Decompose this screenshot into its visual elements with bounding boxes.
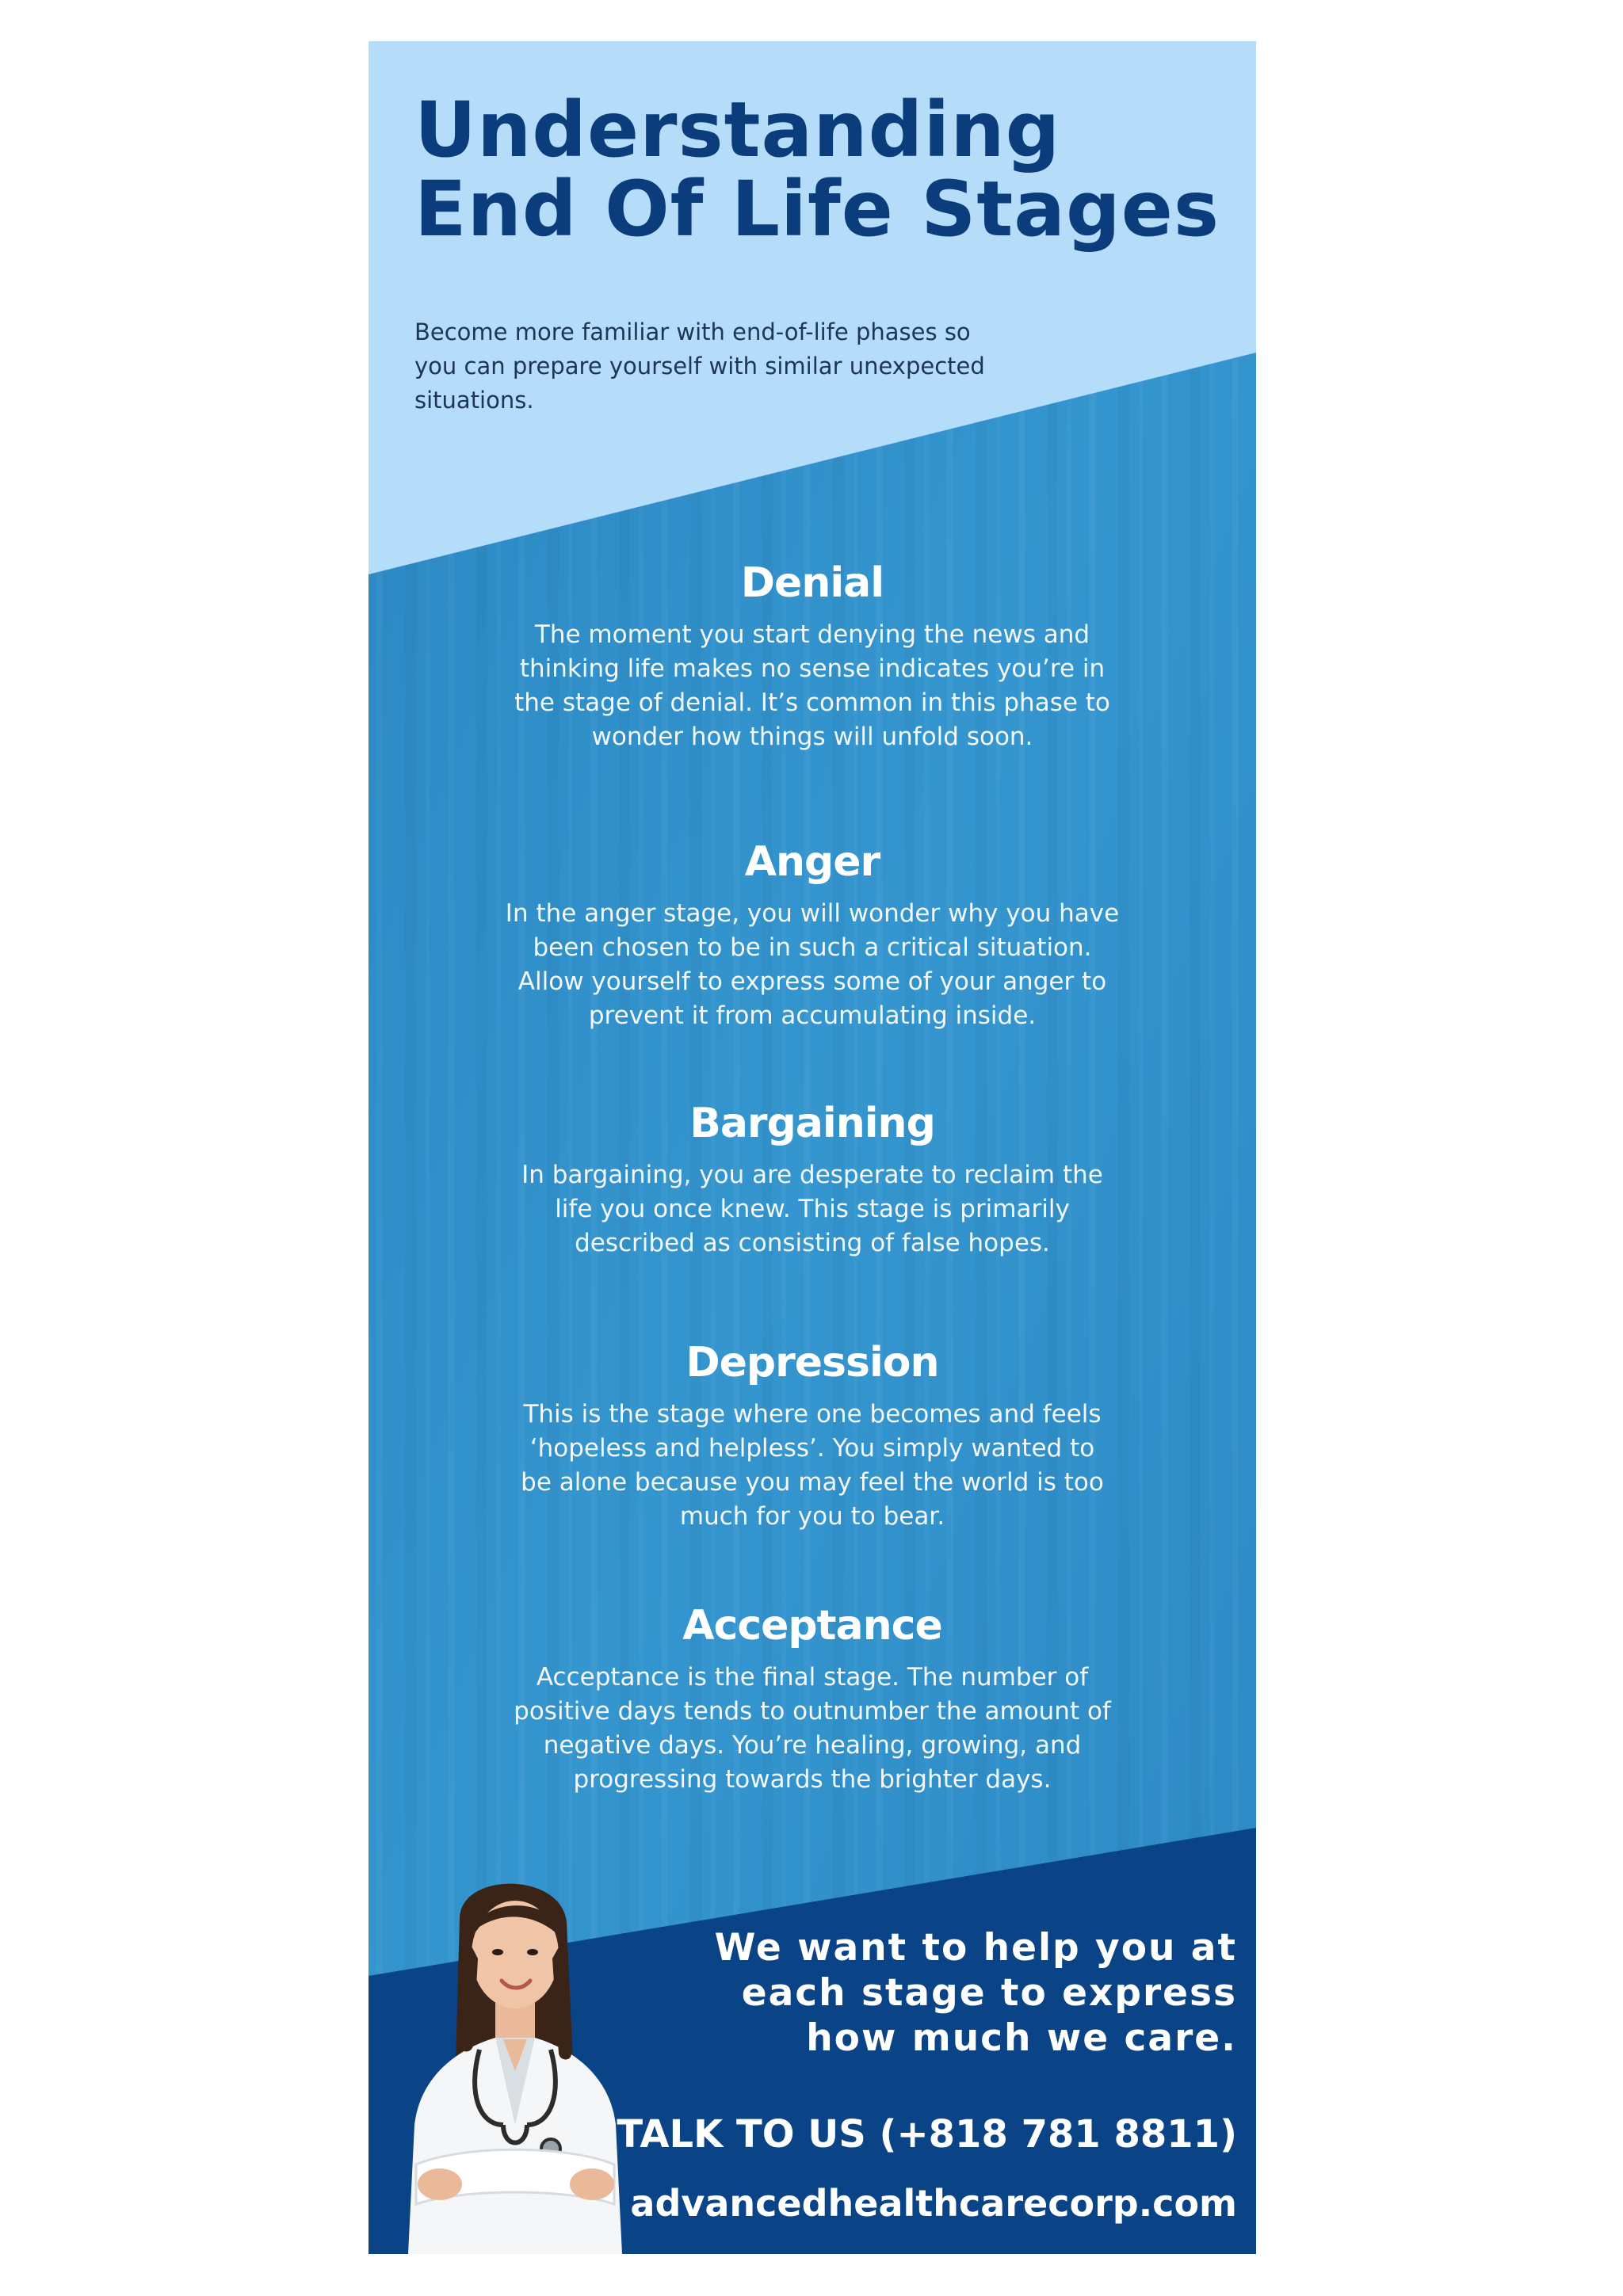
stage-line: the stage of denial. It’s common in this phase to (514, 688, 1110, 717)
stage-line: been chosen to be in such a critical situation. (533, 933, 1092, 962)
stage-description (487, 1661, 1137, 1797)
title-line-1: Understanding (414, 86, 1061, 174)
stage-description (487, 1398, 1137, 1534)
intro-line-2: you can prepare yourself with similar unexpected (414, 353, 985, 379)
title-line-2: End Of Life Stages (414, 165, 1220, 254)
website-link[interactable]: advancedhealthcarecorp.com (630, 2182, 1237, 2225)
intro-line-1: Become more familiar with end-of-life phases so (414, 318, 971, 345)
stage-line: life you once knew. This stage is primarily (555, 1195, 1070, 1223)
stage-title: Acceptance (682, 1602, 942, 1650)
stage-line: Allow yourself to express some of your anger to (517, 967, 1107, 996)
intro-line-3: situations. (414, 387, 534, 414)
stage-anger (487, 837, 1137, 1033)
stage-line: progressing towards the brighter days. (573, 1765, 1052, 1794)
stage-line: much for you to bear. (679, 1502, 945, 1531)
stage-line: Acceptance is the final stage. The number of (536, 1663, 1089, 1691)
page-title (414, 86, 1239, 254)
stage-line: prevent it from accumulating inside. (588, 1001, 1037, 1030)
stage-line: This is the stage where one becomes and feels (523, 1400, 1102, 1428)
infographic-poster (369, 41, 1256, 2254)
stage-title: Anger (744, 838, 880, 886)
stage-denial (487, 558, 1137, 754)
stage-bargaining (487, 1098, 1137, 1261)
cta-line-2: each stage to express (741, 1971, 1237, 2015)
stage-title: Depression (685, 1339, 939, 1386)
stage-line: be alone because you may feel the world is too (521, 1468, 1104, 1497)
phone-contact[interactable]: TALK TO US (+818 781 8811) (617, 2112, 1237, 2157)
cta-line-1: We want to help you at (714, 1926, 1237, 1970)
stage-line: negative days. You’re healing, growing, and (543, 1731, 1082, 1760)
call-to-action (682, 1925, 1237, 2061)
stage-title: Denial (740, 559, 884, 607)
stage-line: described as consisting of false hopes. (575, 1229, 1050, 1257)
stage-acceptance (487, 1600, 1137, 1797)
stage-line: In the anger stage, you will wonder why you have (505, 899, 1120, 928)
stage-line: The moment you start denying the news and (534, 620, 1090, 649)
stage-line: positive days tends to outnumber the amount of (514, 1697, 1111, 1726)
stage-description (487, 618, 1137, 754)
stage-description (487, 1158, 1137, 1261)
stage-line: wonder how things will unfold soon. (591, 723, 1033, 751)
cta-line-3: how much we care. (806, 2016, 1237, 2060)
stage-description (487, 897, 1137, 1033)
stage-title: Bargaining (689, 1100, 935, 1147)
doctor-portrait-icon (384, 1863, 646, 2254)
stage-depression (487, 1337, 1137, 1534)
stage-line: thinking life makes no sense indicates you’re in (519, 654, 1106, 683)
stage-line: In bargaining, you are desperate to reclaim the (521, 1161, 1103, 1189)
intro-text (414, 315, 1017, 418)
stage-line: ‘hopeless and helpless’. You simply wanted to (529, 1434, 1095, 1463)
